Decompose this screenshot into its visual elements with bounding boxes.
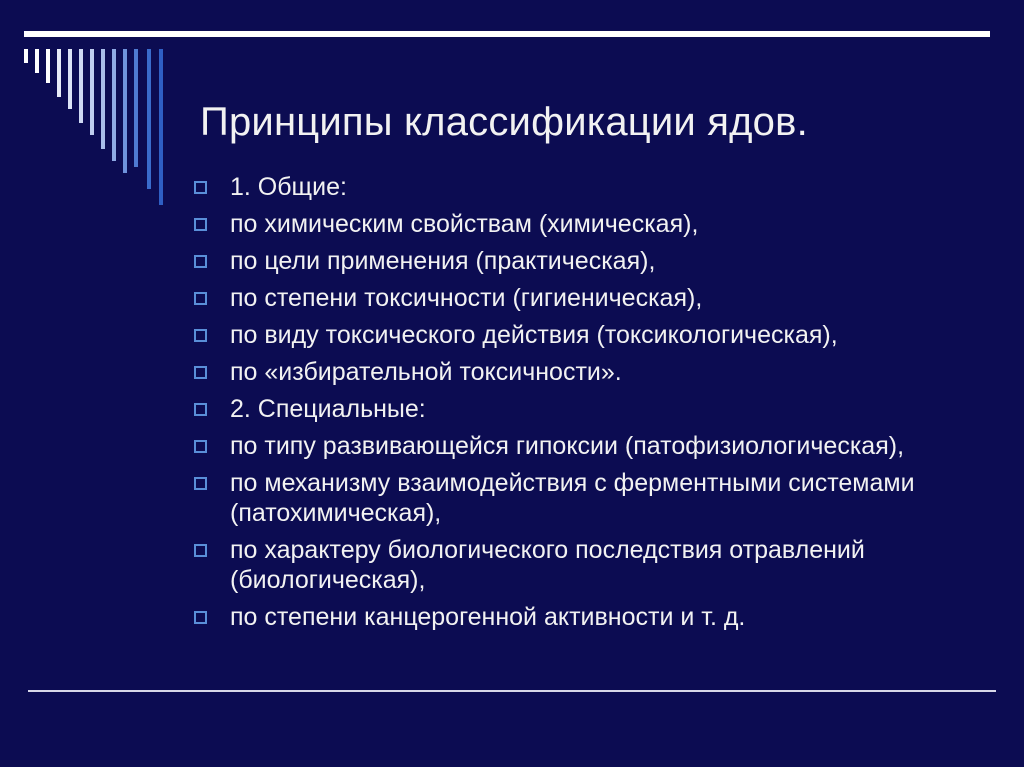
bullet-item [190, 246, 990, 276]
decorative-stripe [112, 49, 116, 161]
decorative-stripe [90, 49, 94, 135]
bullet-list [190, 172, 990, 639]
square-bullet-icon [194, 329, 207, 342]
decorative-stripe [68, 49, 72, 109]
slide-title: Принципы классификации ядов. [200, 100, 808, 144]
square-bullet-icon [194, 181, 207, 194]
bullet-text: по степени токсичности (гигиеническая), [230, 284, 703, 312]
bullet-text: 1. Общие: [230, 173, 347, 201]
square-bullet-icon [194, 477, 207, 490]
bullet-item [190, 320, 990, 350]
bullet-item [190, 209, 990, 239]
square-bullet-icon [194, 366, 207, 379]
bullet-item [190, 357, 990, 387]
decorative-stripe [101, 49, 105, 149]
bullet-item [190, 468, 990, 528]
decorative-stripe [35, 49, 39, 73]
decorative-stripe [123, 49, 127, 173]
bullet-item [190, 394, 990, 424]
square-bullet-icon [194, 403, 207, 416]
bullet-text: по характеру биологического последствия отравлений (биологическая), [230, 536, 865, 594]
decorative-stripe [24, 49, 28, 63]
bullet-item [190, 431, 990, 461]
bullet-text: по механизму взаимодействия с ферментными системами (патохимическая), [230, 469, 915, 527]
decorative-stripe [159, 49, 163, 205]
bullet-item [190, 602, 990, 632]
bullet-item [190, 283, 990, 313]
bullet-text: по степени канцерогенной активности и т. д. [230, 603, 746, 631]
bullet-text: по типу развивающейся гипоксии (патофизиологическая), [230, 432, 905, 460]
decorative-stripes [0, 0, 180, 220]
bullet-item [190, 535, 990, 595]
square-bullet-icon [194, 292, 207, 305]
bullet-text: по цели применения (практическая), [230, 247, 656, 275]
square-bullet-icon [194, 440, 207, 453]
square-bullet-icon [194, 611, 207, 624]
bullet-text: по виду токсического действия (токсикологическая), [230, 321, 838, 349]
decorative-stripe [79, 49, 83, 123]
square-bullet-icon [194, 218, 207, 231]
square-bullet-icon [194, 255, 207, 268]
square-bullet-icon [194, 544, 207, 557]
decorative-stripe [46, 49, 50, 83]
decorative-stripe [147, 49, 151, 189]
bullet-text: по химическим свойствам (химическая), [230, 210, 699, 238]
bottom-divider-line [28, 690, 996, 692]
bullet-item [190, 172, 990, 202]
decorative-stripe [134, 49, 138, 167]
decorative-stripe [57, 49, 61, 97]
bullet-text: по «избирательной токсичности». [230, 358, 622, 386]
bullet-text: 2. Специальные: [230, 395, 426, 423]
